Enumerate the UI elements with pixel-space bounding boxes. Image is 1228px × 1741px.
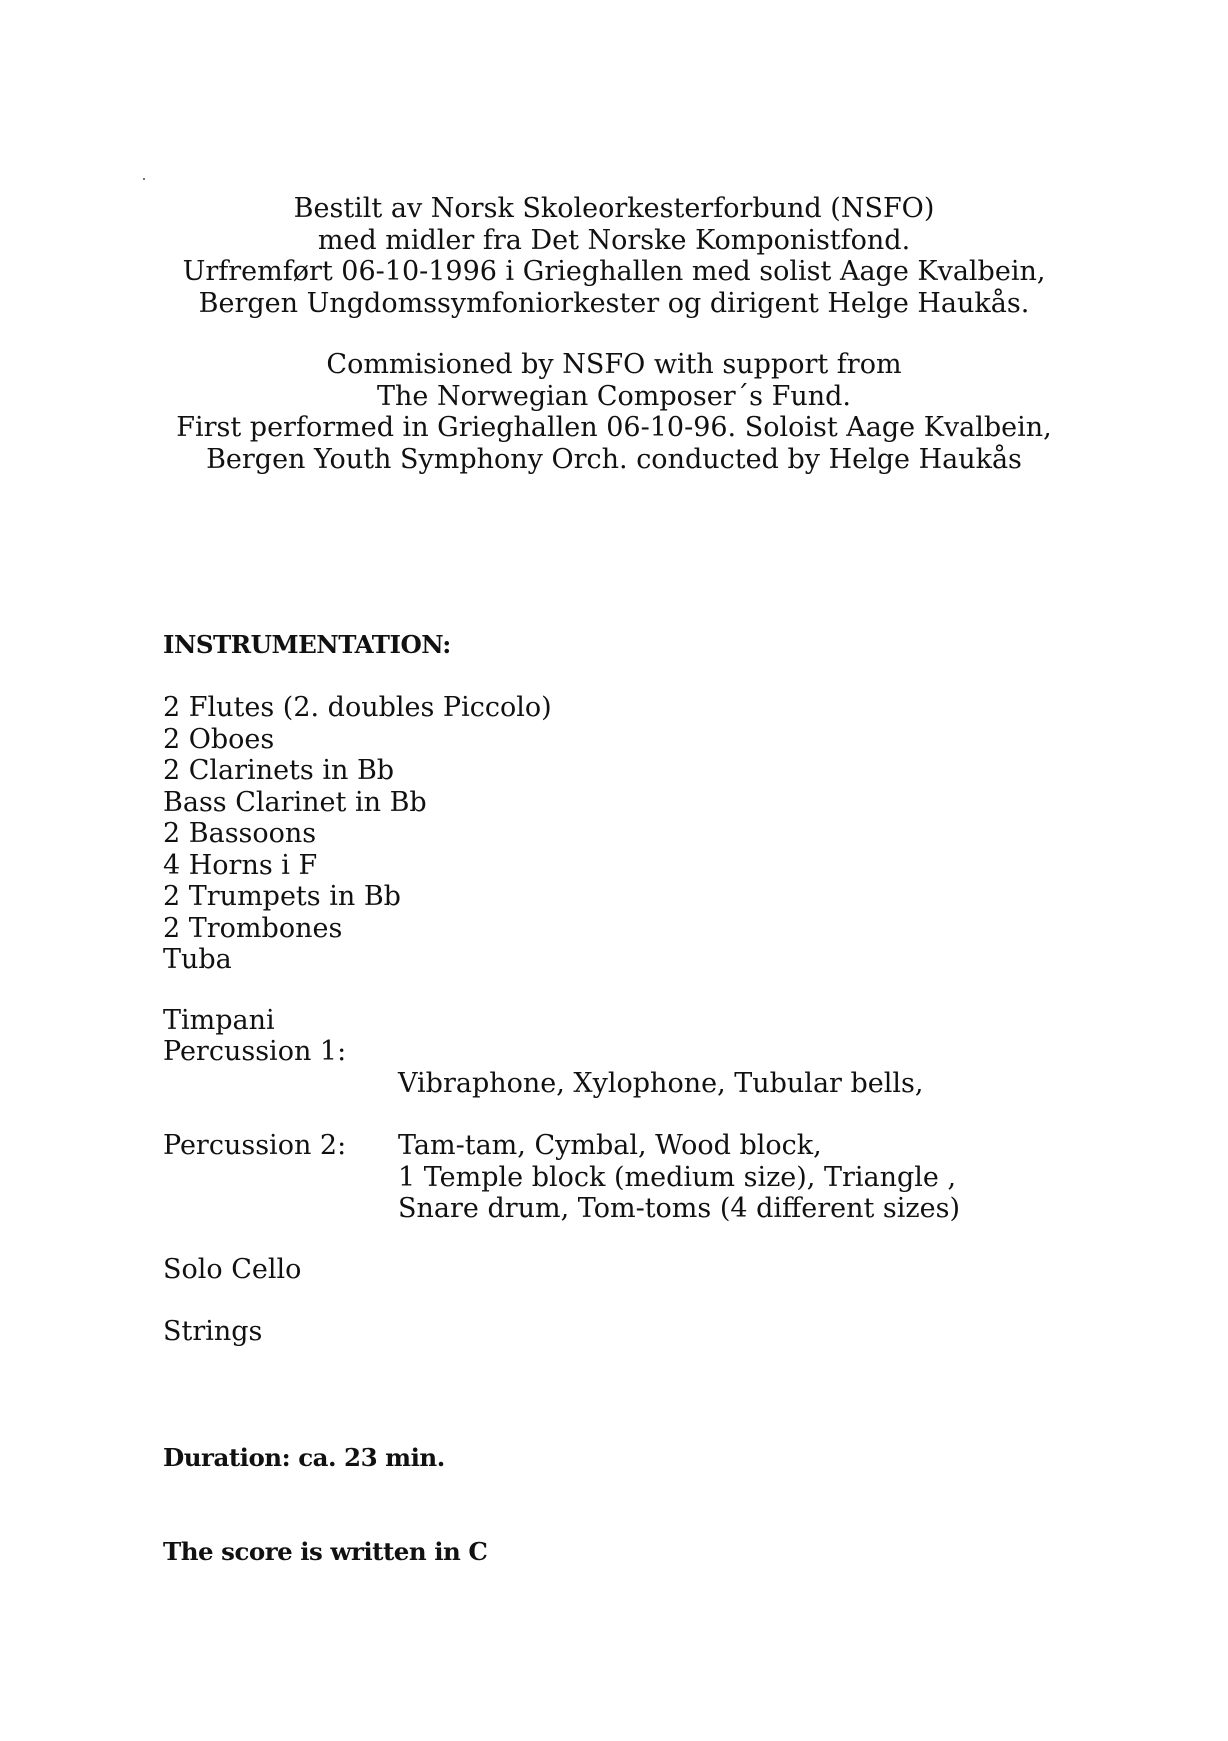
percussion-1-label: Percussion 1:	[163, 1036, 347, 1067]
solo-instrument: Solo Cello	[163, 1254, 302, 1285]
timpani-label: Timpani	[163, 1005, 275, 1036]
instrument-item: Bass Clarinet in Bb	[163, 786, 427, 818]
instrument-item: 4 Horns i F	[163, 849, 318, 881]
percussion-2-items	[398, 1130, 960, 1225]
commission-norwegian-line: med midler fra Det Norske Komponistfond.	[317, 224, 911, 256]
instrument-item: 2 Oboes	[163, 723, 275, 755]
commission-english-line: First performed in Grieghallen 06-10-96. Soloist Aage Kvalbein,	[176, 412, 1052, 443]
score-key-note: The score is written in C	[163, 1537, 488, 1566]
percussion-1-items	[398, 1068, 924, 1100]
instrument-item: 2 Trumpets in Bb	[163, 881, 401, 912]
commission-norwegian-line: Urfremført 06-10-1996 i Grieghallen med solist Aage Kvalbein,	[182, 256, 1046, 287]
instrument-item: 2 Bassoons	[163, 818, 317, 849]
instrument-item: 2 Clarinets in Bb	[163, 755, 395, 786]
commission-norwegian-line: Bergen Ungdomssymfoniorkester og dirigent Helge Haukås.	[198, 287, 1030, 319]
commission-norwegian	[0, 193, 1228, 319]
percussion-2-label: Percussion 2:	[163, 1130, 347, 1161]
percussion-2-item: Snare drum, Tom-toms (4 different sizes)	[398, 1193, 961, 1224]
commission-english-line: Bergen Youth Symphony Orch. conducted by Helge Haukås	[206, 443, 1022, 475]
scan-speck	[143, 178, 145, 180]
commission-english-line: Commisioned by NSFO with support from	[326, 349, 902, 380]
commission-english	[0, 349, 1228, 475]
instrument-item: 2 Trombones	[163, 912, 343, 944]
instrumentation-heading: INSTRUMENTATION:	[163, 630, 451, 659]
percussion-2-item: 1 Temple block (medium size), Triangle ,	[398, 1161, 957, 1193]
strings-label: Strings	[163, 1316, 263, 1347]
percussion-2-item: Tam-tam, Cymbal, Wood block,	[398, 1130, 822, 1161]
percussion-1-item: Vibraphone, Xylophone, Tubular bells,	[398, 1068, 924, 1099]
instrument-list	[163, 692, 552, 976]
commission-english-line: The Norwegian Composer´s Fund.	[377, 380, 851, 412]
commission-norwegian-line: Bestilt av Norsk Skoleorkesterforbund (NSFO)	[293, 193, 935, 224]
instrument-item: 2 Flutes (2. doubles Piccolo)	[163, 692, 552, 723]
duration-note: Duration: ca. 23 min.	[163, 1443, 445, 1472]
instrument-item: Tuba	[163, 944, 232, 975]
